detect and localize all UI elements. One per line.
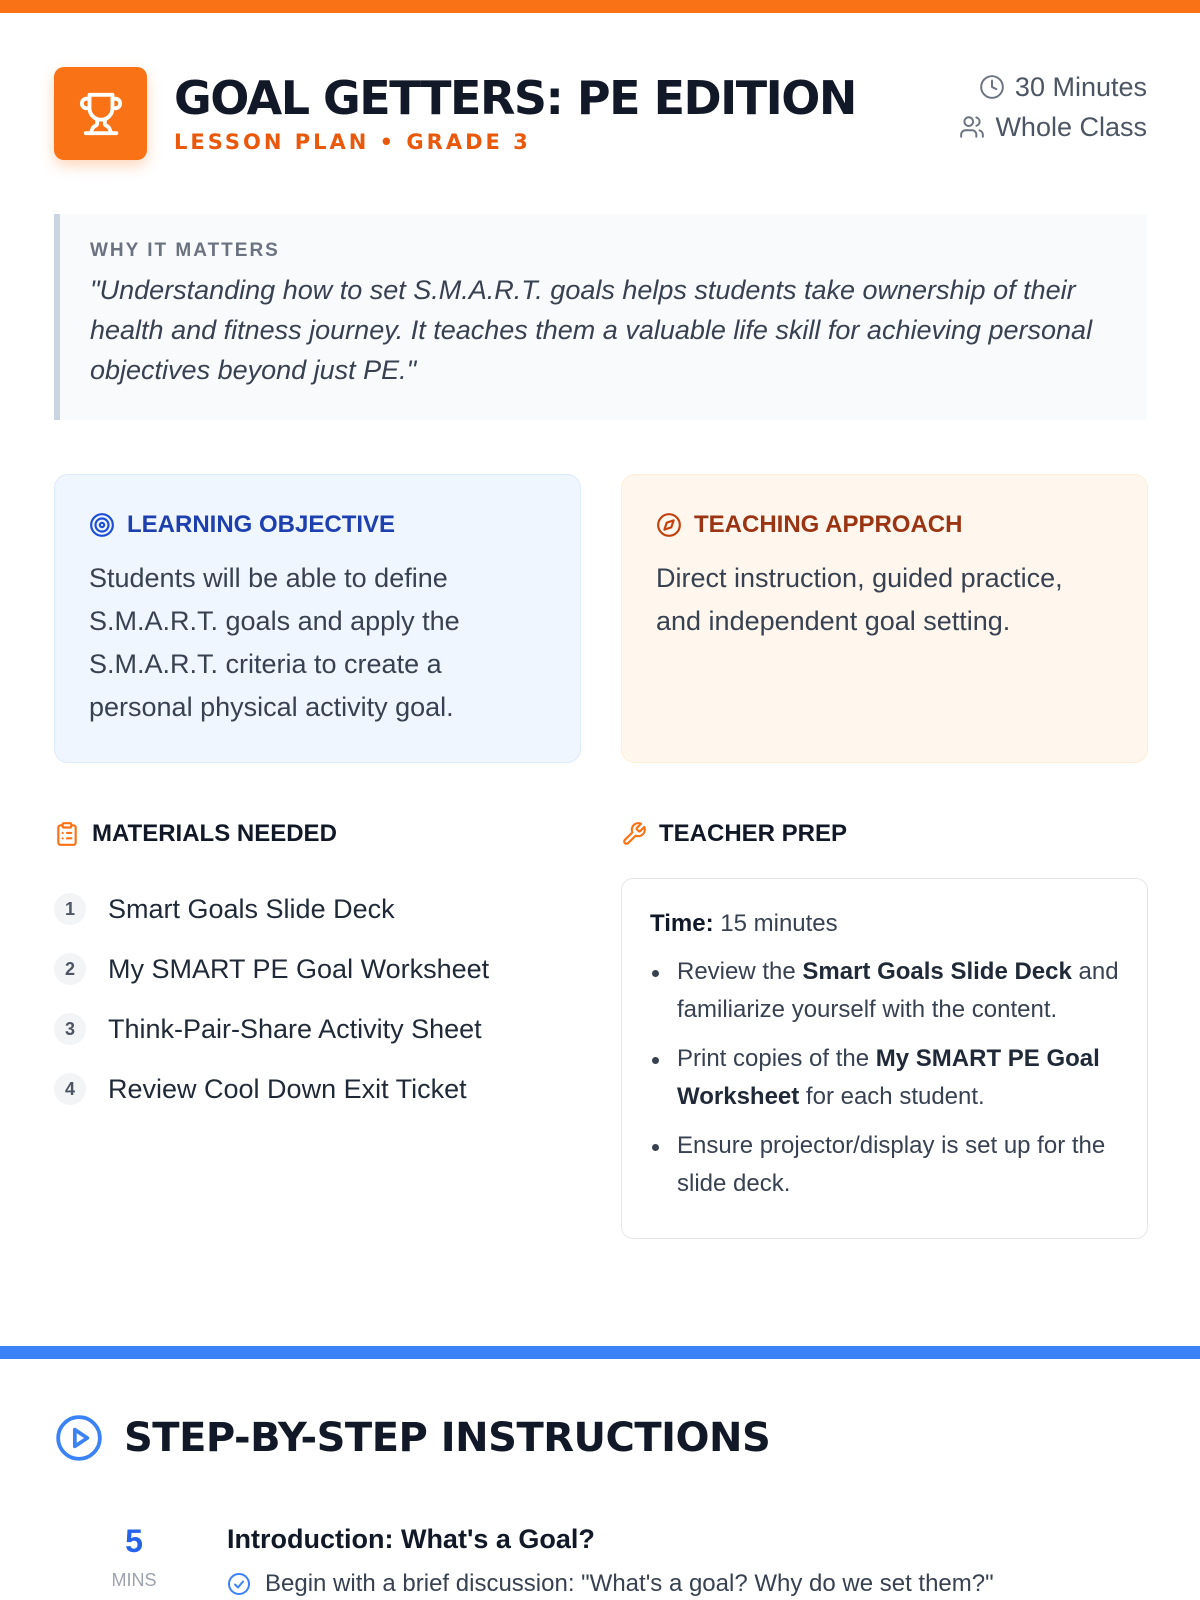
prep-text: for each student. — [799, 1083, 985, 1110]
clock-icon — [979, 74, 1005, 100]
group-text: Whole Class — [995, 111, 1147, 142]
step-instruction-text: Begin with a brief discussion: "What's a goal? Why do we set them?" — [265, 1570, 994, 1597]
lesson-meta — [959, 67, 1147, 147]
step-minutes: 5 — [125, 1523, 143, 1559]
materials-list — [54, 879, 554, 1119]
prep-bold: Smart Goals Slide Deck — [802, 958, 1072, 985]
list-item — [650, 1040, 1121, 1116]
teacher-prep-label: TEACHER PREP — [659, 820, 848, 847]
list-item-number: 1 — [54, 893, 86, 925]
list-item — [54, 1059, 554, 1119]
teaching-approach-label: TEACHING APPROACH — [694, 511, 963, 538]
learning-objective-text: Students will be able to define S.M.A.R.T. goals and apply the S.M.A.R.T. criteria to create a personal physical activity goal. — [89, 563, 460, 722]
step-title: Introduction: What's a Goal? — [227, 1524, 595, 1554]
list-item — [650, 1127, 1121, 1203]
prep-text: Print copies of the — [677, 1045, 876, 1072]
page-subtitle: LESSON PLAN • GRADE 3 — [174, 130, 531, 154]
list-item — [54, 999, 554, 1059]
target-icon — [89, 512, 115, 538]
why-label: WHY IT MATTERS — [90, 240, 280, 261]
list-item-label: Think-Pair-Share Activity Sheet — [108, 1013, 482, 1044]
list-item-number: 3 — [54, 1013, 86, 1045]
list-item-label: My SMART PE Goal Worksheet — [108, 953, 490, 984]
learning-objective-card — [54, 474, 581, 763]
why-quote: "Understanding how to set S.M.A.R.T. goals helps students take ownership of their health and fitness journey. It teaches them a valuable life skill for achieving personal objectives beyond just PE." — [90, 275, 1093, 385]
trophy-icon — [54, 67, 147, 160]
list-item — [54, 879, 554, 939]
teaching-approach-heading — [656, 507, 1113, 543]
page-title: GOAL GETTERS: PE EDITION — [174, 71, 856, 125]
wrench-icon — [621, 821, 647, 847]
step-duration — [94, 1524, 174, 1591]
prep-text: Ensure projector/display is set up for the slide deck. — [677, 1132, 1106, 1197]
learning-objective-label: LEARNING OBJECTIVE — [127, 511, 396, 538]
users-icon — [959, 114, 985, 140]
compass-icon — [656, 512, 682, 538]
duration-text: 30 Minutes — [1014, 71, 1147, 102]
why-it-matters-callout — [54, 214, 1147, 420]
top-accent-bar — [0, 0, 1200, 13]
play-circle-icon — [54, 1413, 104, 1463]
prep-text: Review the — [677, 958, 803, 985]
step-instruction — [227, 1570, 994, 1598]
list-item — [650, 953, 1121, 1029]
step-item — [54, 1518, 1147, 1600]
section-divider-bar — [0, 1346, 1200, 1359]
prep-list — [650, 953, 1121, 1203]
materials-label: MATERIALS NEEDED — [92, 820, 337, 847]
teaching-approach-text: Direct instruction, guided practice, and independent goal setting. — [656, 563, 1063, 636]
prep-time-value: 15 minutes — [720, 910, 838, 937]
list-item — [54, 939, 554, 999]
lesson-header — [54, 67, 1147, 163]
clipboard-icon — [54, 821, 80, 847]
list-item-label: Review Cool Down Exit Ticket — [108, 1073, 467, 1104]
prep-time-label: Time: — [650, 910, 714, 937]
teacher-prep-heading — [621, 816, 847, 852]
steps-heading — [54, 1413, 770, 1463]
duration-row — [959, 67, 1147, 107]
learning-objective-heading — [89, 507, 546, 543]
list-item-number: 4 — [54, 1073, 86, 1105]
step-unit: MINS — [111, 1570, 157, 1590]
check-circle-icon — [227, 1572, 251, 1596]
list-item-number: 2 — [54, 953, 86, 985]
teacher-prep-box — [621, 878, 1148, 1239]
teaching-approach-card — [621, 474, 1148, 763]
prep-text: and familiarize yourself with the content. — [677, 958, 1119, 1023]
steps-title: STEP-BY-STEP INSTRUCTIONS — [124, 1415, 771, 1461]
group-row — [959, 107, 1147, 147]
materials-heading — [54, 816, 337, 852]
list-item-label: Smart Goals Slide Deck — [108, 893, 395, 924]
prep-time — [650, 907, 1121, 941]
prep-bold: My SMART PE Goal Worksheet — [677, 1045, 1100, 1110]
